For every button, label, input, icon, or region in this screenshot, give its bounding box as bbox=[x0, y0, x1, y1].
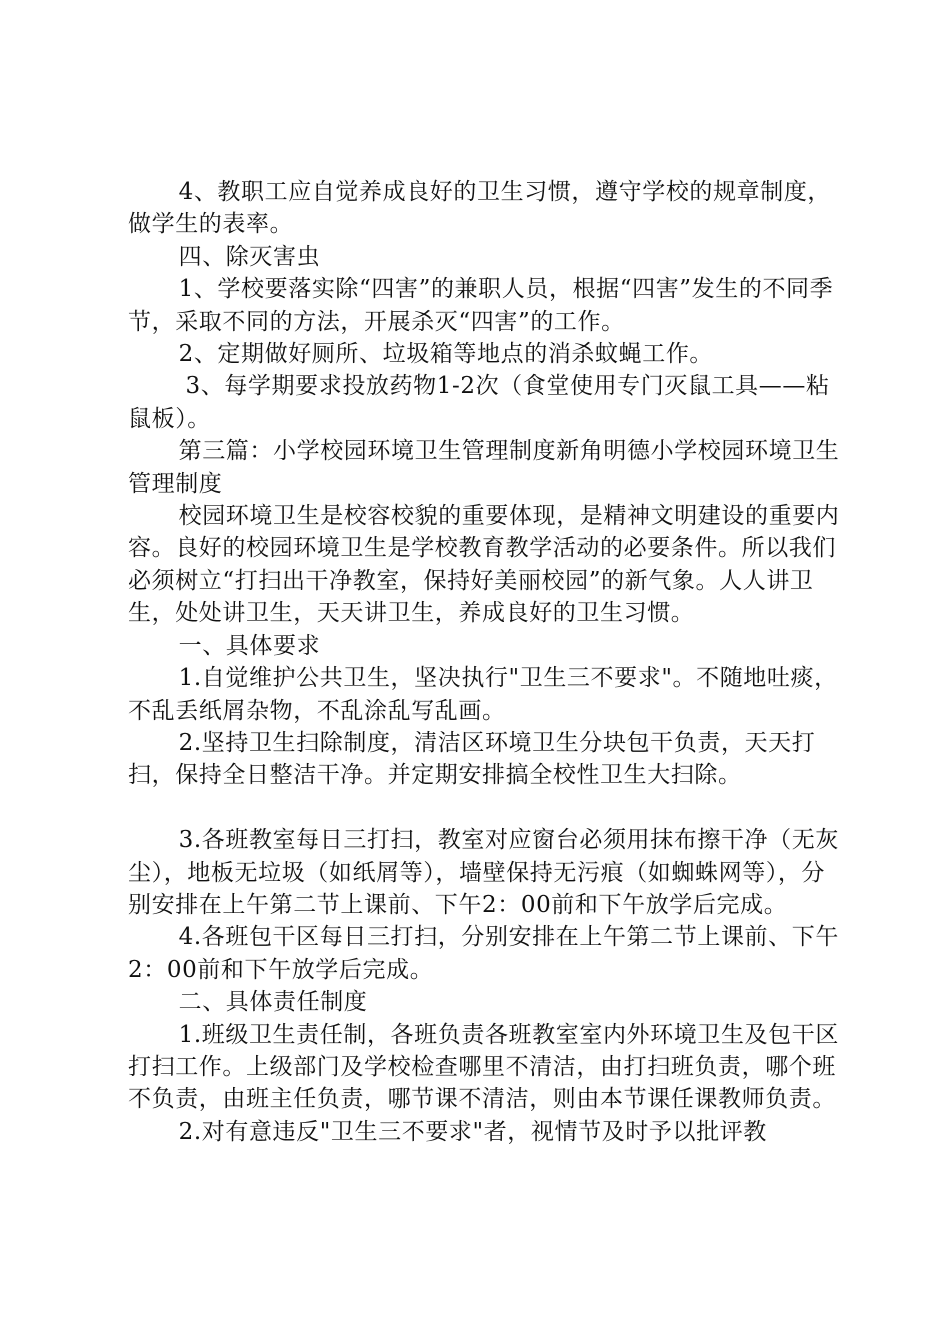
paragraph-requirement-2: 2.坚持卫生扫除制度，清洁区环境卫生分块包干负责，天天打扫，保持全日整洁干净。并定期安排搞全校性卫生大扫除。 bbox=[128, 729, 816, 789]
paragraph-part-three-title: 第三篇：小学校园环境卫生管理制度新角明德小学校园环境卫生管理制度 bbox=[128, 438, 840, 497]
paragraph-campus-hygiene-intro: 校园环境卫生是校容校貌的重要体现，是精神文明建设的重要内容。良好的校园环境卫生是学校教育教学活动的必要条件。所以我们必须树立“打扫出干净教室，保持好美丽校园”的新气象。人人讲卫生，处处讲卫生，天天讲卫生，养成良好的卫生习惯。 bbox=[128, 503, 840, 627]
paragraph-responsibility-2: 2.对有意违反"卫生三不要求"者，视情节及时予以批评教 bbox=[178, 1118, 767, 1145]
section-heading-pest-control: 四、除灭害虫 bbox=[178, 243, 321, 270]
paragraph-rodent-poison: 3、每学期要求投放药物1-2次（食堂使用专门灭鼠工具——粘鼠板）。 bbox=[128, 373, 830, 432]
blank-line bbox=[128, 792, 843, 824]
paragraph-responsibility-1: 1.班级卫生责任制，各班负责各班教室室内外环境卫生及包干区打扫工作。上级部门及学校检查哪里不清洁，由打扫班负责，哪个班不负责，由班主任负责，哪节课不清洁，则由本节课任课教师负责。 bbox=[128, 1021, 839, 1113]
section-heading-requirements: 一、具体要求 bbox=[178, 632, 321, 659]
paragraph-requirement-4: 4.各班包干区每日三打扫，分别安排在上午第二节上课前、下午2：00前和下午放学后完成。 bbox=[128, 924, 839, 983]
section-heading-responsibility: 二、具体责任制度 bbox=[178, 989, 368, 1016]
paragraph-toilet-disinfection: 2、定期做好厕所、垃圾箱等地点的消杀蚊蝇工作。 bbox=[178, 341, 714, 368]
paragraph-staff-hygiene: 4、教职工应自觉养成良好的卫生习惯，遵守学校的规章制度，做学生的表率。 bbox=[128, 179, 832, 238]
paragraph-pest-staff: 1、学校要落实除“四害”的兼职人员，根据“四害”发生的不同季节，采取不同的方法，开展杀灭“四害”的工作。 bbox=[128, 276, 834, 335]
paragraph-requirement-3: 3.各班教室每日三打扫，教室对应窗台必须用抹布擦干净（无灰尘），地板无垃圾（如纸屑等），墙壁保持无污痕（如蜘蛛网等），分别安排在上午第二节上课前、下午2：00前和下午放学后完成。 bbox=[128, 827, 839, 918]
document-body bbox=[128, 176, 843, 1148]
paragraph-requirement-1: 1.自觉维护公共卫生，坚决执行"卫生三不要求"。不随地吐痰，不乱丢纸屑杂物，不乱涂乱写乱画。 bbox=[128, 665, 838, 724]
